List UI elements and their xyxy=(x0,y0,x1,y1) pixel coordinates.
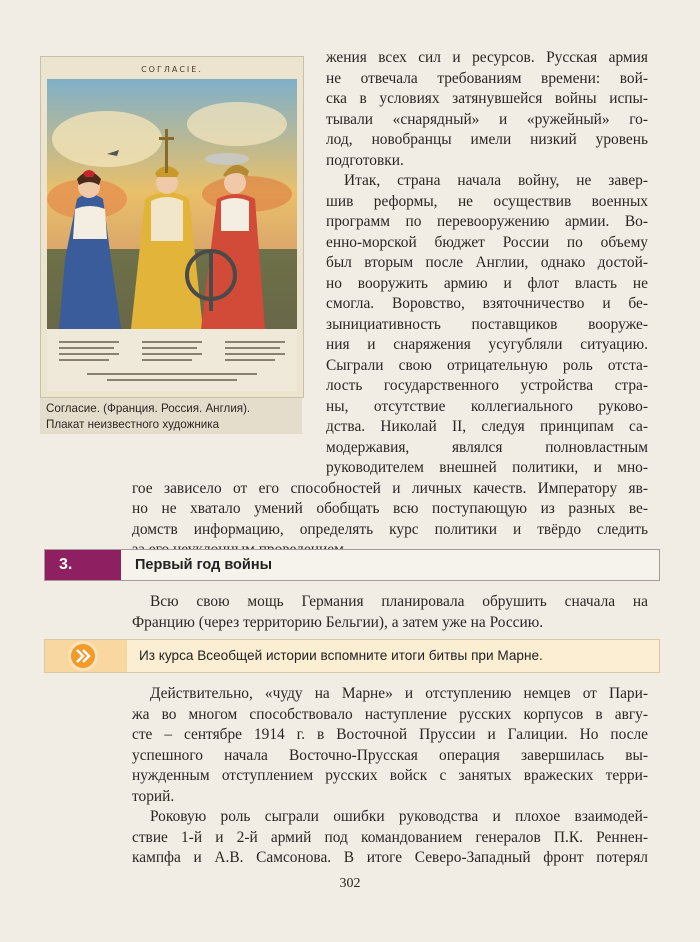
text-line: жения всех сил и ресурсов. Русская армия xyxy=(326,49,648,66)
text-line: зынициативность поставщиков вооруже- xyxy=(326,315,648,333)
text-line: торий. xyxy=(132,787,175,805)
hint-text: Из курса Всеобщей истории вспомните итоги битвы при Марне. xyxy=(139,648,543,663)
poster-illustration xyxy=(40,56,304,398)
hint-box xyxy=(44,639,660,673)
text-line: ствие 1-й и 2-й армий под командованием генералов П.К. Реннен- xyxy=(132,828,648,846)
text-line: не отвечала требованиям времени: вой- xyxy=(326,69,648,87)
text-line: енно-морской бюджет России по объему xyxy=(326,233,648,251)
text-line: Сыграли свою отрицательную роль отста- xyxy=(326,356,648,374)
text-line: тывали «снарядный» и «ружейный» го- xyxy=(326,110,648,128)
text-line: смогла. Воровство, взяточничество и бе- xyxy=(326,295,648,312)
page-number: 302 xyxy=(339,876,361,891)
text-line: Действительно, «чуду на Марне» и отступлению немцев от Пари- xyxy=(150,685,648,702)
text-line: был вторым после Англии, однако достой- xyxy=(326,254,648,271)
text-line: домств информацию, определять курс политики и твёрдо следить xyxy=(132,520,648,538)
text-line: лость государственного устройства стра- xyxy=(326,377,648,394)
section-title: Первый год войны xyxy=(135,557,272,573)
figure-caption xyxy=(40,398,302,434)
text-line: Роковую роль сыграли ошибки руководства и плохое взаимодей- xyxy=(150,808,648,825)
text-line: ны, отсутствие коллегиального руково- xyxy=(326,397,648,415)
text-line: ния и снаряжения усугубляли ситуацию. xyxy=(326,336,648,353)
text-line: успешного начала Восточно-Прусская операция завершилась вы- xyxy=(132,746,648,764)
text-line: лод, новобранцы имели низкий уровень xyxy=(326,131,648,148)
caption-line: Плакат неизвестного художника xyxy=(46,418,220,431)
section-header xyxy=(44,549,660,581)
text-line: подготовки. xyxy=(326,151,404,169)
text-line: нужденным отступлением русских войск с занятых вражеских терри- xyxy=(132,767,648,784)
hint-icon-area xyxy=(45,640,127,672)
poster-artwork xyxy=(47,79,297,391)
section-number: 3. xyxy=(45,550,121,580)
text-line: руководителем внешней политики, и мно- xyxy=(326,459,648,476)
poster-title: СОГЛАСІЕ. xyxy=(141,65,203,74)
text-line: Францию (через территорию Бельгии), а затем уже на Россию. xyxy=(132,613,544,631)
text-line: сте – сентябре 1914 г. в Восточной Пруссии и Галиции. Но после xyxy=(132,726,648,743)
text-line: дства. Николай II, следуя принципам са- xyxy=(326,418,648,435)
double-chevron-right-icon xyxy=(71,644,95,668)
text-line: ска в условиях затянувшейся войны испы- xyxy=(326,90,648,107)
text-line: Всю свою мощь Германия планировала обрушить сначала на xyxy=(150,593,648,610)
text-line: но вооружить армию и флот власть не xyxy=(326,274,648,292)
text-line: кампфа и А.В. Самсонова. В итоге Северо-Западный фронт потерял xyxy=(132,849,648,866)
text-line: шив реформы, не осуществив военных xyxy=(326,192,648,210)
text-line: программ по перевооружению армии. Во- xyxy=(326,213,648,230)
caption-line: Согласие. (Франция. Россия. Англия). xyxy=(46,402,251,415)
text-line: модержавия, являлся полновластным xyxy=(326,438,648,456)
text-line: но не хватало умений обобщать всю поступающую из разных ве- xyxy=(132,500,648,517)
text-line: гое зависело от его способностей и личных качеств. Императору яв- xyxy=(132,479,648,497)
text-line: жа во многом способствовало наступление русских корпусов в авгу- xyxy=(132,705,648,723)
text-line: Итак, страна начала войну, не завер- xyxy=(344,172,648,189)
